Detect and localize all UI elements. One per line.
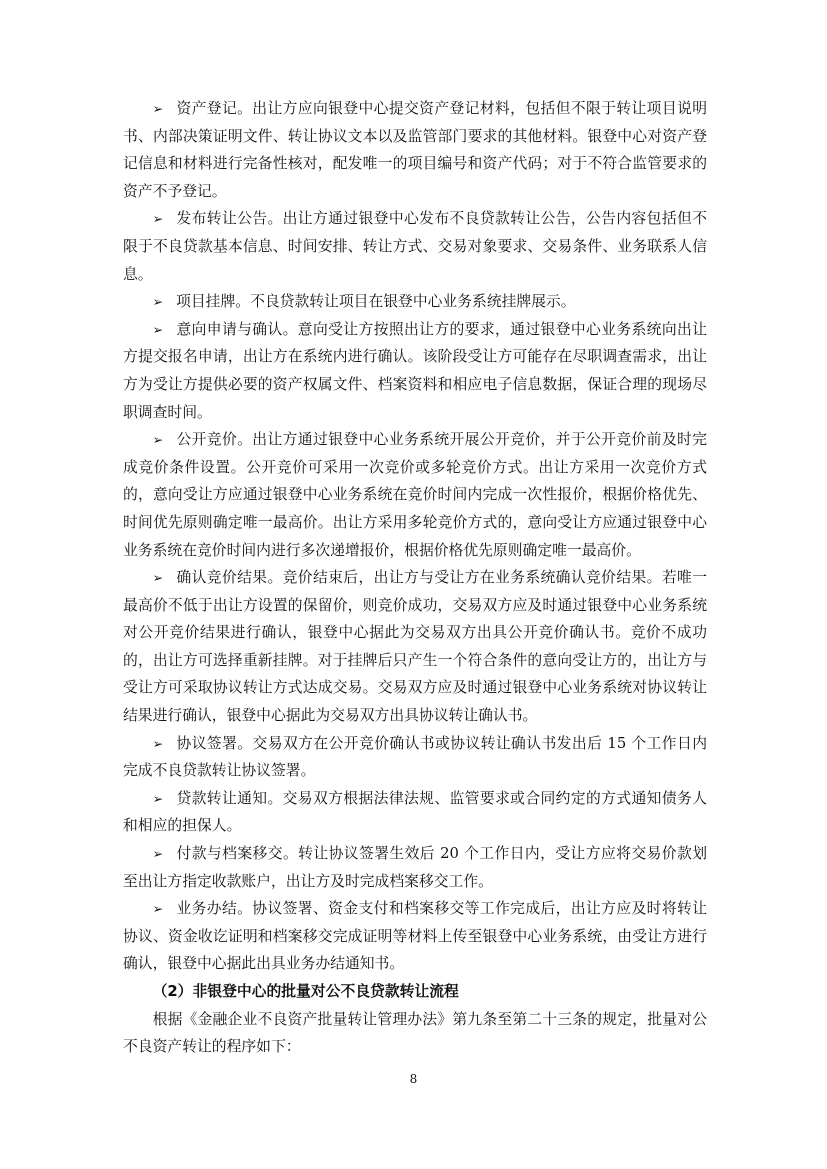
bullet-item	[123, 730, 707, 785]
page-content	[123, 95, 707, 1061]
bullet-item	[123, 895, 707, 978]
bullet-text: 贷款转让通知。交易双方根据法律法规、监管要求或合同约定的方式通知债务人和相应的担保人。	[123, 789, 707, 835]
bullet-arrow-icon: ➢	[152, 294, 164, 310]
bullet-text: 项目挂牌。不良贷款转让项目在银登中心业务系统挂牌展示。	[176, 293, 576, 311]
bullet-arrow-icon: ➢	[152, 211, 164, 227]
bullet-item	[123, 316, 707, 426]
bullet-arrow-icon: ➢	[152, 570, 164, 586]
bullet-item	[123, 95, 707, 205]
bullet-arrow-icon: ➢	[152, 846, 164, 862]
bullet-arrow-icon: ➢	[152, 432, 164, 448]
bullet-arrow-icon: ➢	[152, 790, 164, 806]
bullet-text: 付款与档案移交。转让协议签署生效后 20 个工作日内，受让方应将交易价款划至出让方指定收款账户，出让方及时完成档案移交工作。	[123, 845, 707, 890]
bullet-text: 资产登记。出让方应向银登中心提交资产登记材料，包括但不限于转让项目说明书、内部决策证明文件、转让协议文本以及监管部门要求的其他材料。银登中心对资产登记信息和材料进行完备性核对，配发唯一的项目编号和资产代码；对于不符合监管要求的资产不予登记。	[123, 100, 707, 200]
bullet-item	[123, 564, 707, 730]
bullet-arrow-icon: ➢	[152, 101, 164, 116]
bullet-item	[123, 785, 707, 840]
bullet-item	[123, 288, 707, 316]
bullet-text: 确认竞价结果。竞价结束后，出让方与受让方在业务系统确认竞价结果。若唯一最高价不低于出让方设置的保留价，则竞价成功，交易双方应及时通过银登中心业务系统对公开竞价结果进行确认，银登中心据此为交易双方出具公开竞价确认书。竞价不成功的，出让方可选择重新挂牌。对于挂牌后只产生一个符合条件的意向受让方的，出让方与受让方可采取协议转让方式达成交易。交易双方应及时通过银登中心业务系统对协议转让结果进行确认，银登中心据此为交易双方出具协议转让确认书。	[123, 569, 707, 725]
section-heading: （2）非银登中心的批量对公不良贷款转让流程	[152, 983, 459, 1000]
bullet-item	[123, 840, 707, 895]
bullet-item	[123, 205, 707, 288]
bullet-text: 公开竞价。出让方通过银登中心业务系统开展公开竞价，并于公开竞价前及时完成竞价条件设置。公开竞价可采用一次竞价或多轮竞价方式。出让方采用一次竞价方式的，意向受让方应通过银登中心业务系统在竞价时间内完成一次性报价，根据价格优先、时间优先原则确定唯一最高价。出让方采用多轮竞价方式的，意向受让方应通过银登中心业务系统在竞价时间内进行多次递增报价，根据价格优先原则确定唯一最高价。	[123, 431, 707, 559]
bullet-item	[123, 426, 707, 564]
bullet-text: 意向申请与确认。意向受让方按照出让方的要求，通过银登中心业务系统向出让方提交报名申请，出让方在系统内进行确认。该阶段受让方可能存在尽职调查需求，出让方为受让方提供必要的资产权属文件、档案资料和相应电子信息数据，保证合理的现场尽职调查时间。	[123, 320, 707, 421]
page-number: 8	[409, 1072, 418, 1086]
bullet-arrow-icon: ➢	[152, 735, 164, 751]
bullet-text: 发布转让公告。出让方通过银登中心发布不良贷款转让公告，公告内容包括但不限于不良贷款基本信息、时间安排、转让方式、交易对象要求、交易条件、业务联系人信息。	[123, 210, 707, 283]
closing-paragraph: 根据《金融企业不良资产批量转让管理办法》第九条至第二十三条的规定，批量对公不良资产转让的程序如下：	[123, 1010, 707, 1056]
bullet-arrow-icon: ➢	[152, 321, 164, 337]
bullet-text: 业务办结。协议签署、资金支付和档案移交等工作完成后，出让方应及时将转让协议、资金收讫证明和档案移交完成证明等材料上传至银登中心业务系统，由受让方进行确认，银登中心据此出具业务办结通知书。	[123, 900, 707, 973]
bullet-text: 协议签署。交易双方在公开竞价确认书或协议转让确认书发出后 15 个工作日内完成不良贷款转让协议签署。	[123, 734, 707, 780]
bullet-arrow-icon: ➢	[152, 901, 164, 917]
